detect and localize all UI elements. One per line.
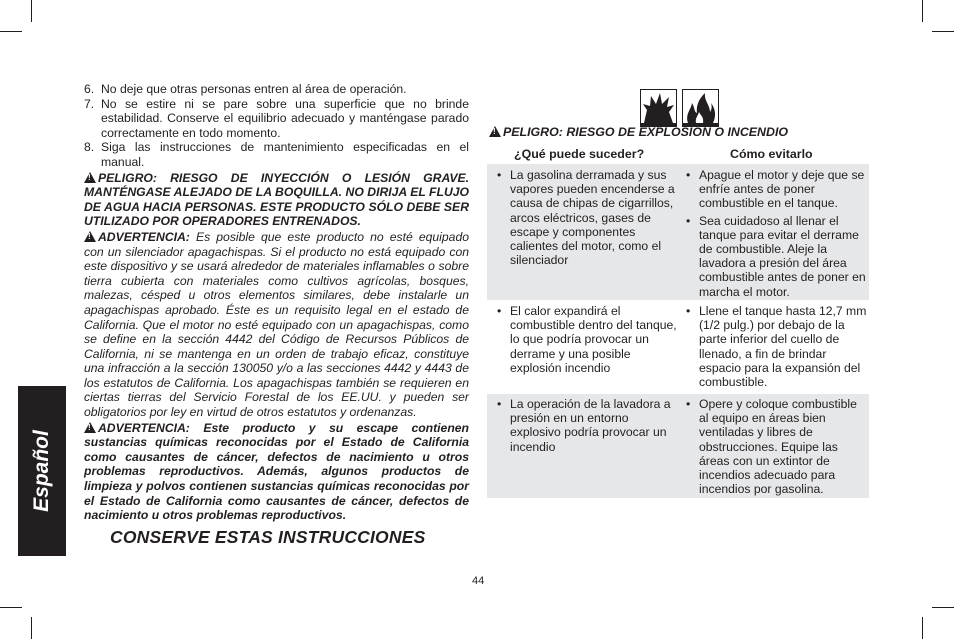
chemical-warning-text: ADVERTENCIA: Este producto y su escape contienen sustancias químicas reconocidas por el Estado de California como causantes de cáncer, defectos de nacimiento u otros problemas reproductivos. Además, algunos productos de limpieza y polvos contienen sustancias químicas reconocidas por el Estado de California como causantes de cáncer, defectos de nacimiento u otros problemas reproductivos. — [84, 420, 469, 523]
bullet: • — [686, 213, 691, 228]
crop-mark — [31, 0, 32, 22]
cell-text: Apague el motor y deje que se enfríe antes de poner combustible en el tanque. — [699, 168, 865, 211]
table-header-what: ¿Qué puede suceder? — [514, 147, 645, 161]
language-tab — [18, 386, 66, 556]
list-item — [84, 97, 469, 141]
fire-icon — [682, 89, 719, 127]
cell-text: La operación de la lavadora a presión en un entorno explosivo podría provocar un incendio — [510, 397, 671, 454]
danger-injection-warning — [84, 171, 469, 229]
crop-mark — [0, 607, 22, 608]
bullet: • — [686, 397, 691, 411]
chemical-warning — [84, 421, 469, 523]
list-text: No se estire ni se pare sobre una superficie que no brinde estabilidad. Conserve el equilibrio adecuado y manténgase parado correctamente en todo momento. — [101, 96, 469, 140]
warning-label: ADVERTENCIA: — [98, 229, 190, 244]
list-text: Siga las instrucciones de mantenimiento especificadas en el manual. — [101, 140, 469, 169]
danger-injection-text: PELIGRO: RIESGO DE INYECCIÓN O LESIÓN GRAVE. MANTÉNGASE ALEJADO DE LA BOQUILLA. NO DIRIJA EL FLUJO DE AGUA HACIA PERSONAS. ESTE PRODUCTO SÓLO DEBE SER UTILIZADO POR OPERADORES ENTRENADOS. — [84, 170, 469, 229]
cell-text: Opere y coloque combustible al equipo en áreas bien ventiladas y libres de obstrucciones. Equipe las áreas con un extintor de incendios adecuado para incendios por gasolina. — [699, 397, 857, 497]
list-number: 8. — [84, 140, 95, 155]
table-cell-what — [497, 397, 679, 454]
crop-mark — [922, 0, 923, 22]
crop-mark — [922, 617, 923, 639]
cell-text: Llene el tanque hasta 12,7 mm (1/2 pulg.) por debajo de la parte inferior del cuello de llenado, a fin de brindar espacio para la expansión del combustible. — [699, 304, 867, 390]
bullet: • — [497, 397, 502, 411]
warning-triangle-icon — [84, 172, 96, 183]
page-number: 44 — [472, 575, 485, 587]
hazard-icons — [640, 89, 719, 127]
language-tab-label: Español — [30, 430, 53, 512]
explosion-icon — [640, 89, 677, 127]
table-cell-how — [686, 304, 868, 389]
crop-mark — [932, 31, 954, 32]
list-number: 7. — [84, 96, 95, 111]
list-text: No deje que otras personas entren al área de operación. — [101, 82, 407, 96]
warning-triangle-icon — [84, 231, 96, 242]
list-item — [84, 140, 469, 169]
list-item — [84, 82, 469, 97]
warning-triangle-icon — [489, 126, 501, 137]
warning-triangle-icon — [84, 422, 96, 433]
crop-mark — [0, 31, 22, 32]
spark-arrestor-text: Es posible que este producto no esté equipado con un silenciador apagachispas. Si el producto no está equipado con este dispositivo y se usará alrededor de materiales inflamables o sobre tierra cubierta con materiales como cultivos agrícolas, bosques, malezas, césped u otros elementos similares, debe instalarle un apagachispas aprobado. Éste es un requisito legal en el estado de California. Que el motor no esté equipado con un apagachispas, como se define en la sección 4442 del Código de Recursos Públicos de California, ni se mantenga en un orden de trabajo eficaz, constituye una infracción a la sección 130050 y/o a las secciones 4442 y 4443 de los estatutos de California. Los apagachispas también se requieren en ciertas tierras del Servicio Forestal de los EE.UU. y pueden ser obligatorios por ley en virtud de otros estatutos y ordenanzas. — [84, 229, 469, 420]
cell-text: Sea cuidadoso al llenar el tanque para evitar el derrame de combustible. Aleje la lavadora a presión del área combustible antes de poner en marcha el motor. — [699, 213, 866, 299]
bullet: • — [686, 168, 691, 182]
spark-arrestor-warning — [84, 230, 469, 420]
list-number: 6. — [84, 82, 95, 96]
table-cell-what — [497, 304, 679, 375]
save-instructions-heading: CONSERVE ESTAS INSTRUCCIONES — [110, 527, 426, 547]
explosion-danger-text: PELIGRO: RIESGO DE EXPLOSIÓN O INCENDIO — [503, 125, 789, 139]
crop-mark — [31, 617, 32, 639]
explosion-danger-title — [489, 125, 788, 139]
table-header-how: Cómo evitarlo — [730, 147, 813, 161]
bullet: • — [497, 304, 502, 318]
bullet: • — [497, 168, 502, 182]
cell-text: El calor expandirá el combustible dentro del tanque, lo que podría provocar un derrame y una posible explosión incendio — [510, 304, 677, 375]
table-cell-how — [686, 397, 868, 496]
table-cell-how — [686, 168, 868, 299]
table-cell-what — [497, 168, 679, 267]
crop-mark — [932, 607, 954, 608]
left-column — [84, 82, 469, 523]
bullet: • — [686, 304, 691, 318]
cell-text: La gasolina derramada y sus vapores pueden encenderse a causa de chipas de cigarrillos, arcos eléctricos, gases de escape y componentes calientes del motor, como el silenciador — [510, 168, 675, 268]
